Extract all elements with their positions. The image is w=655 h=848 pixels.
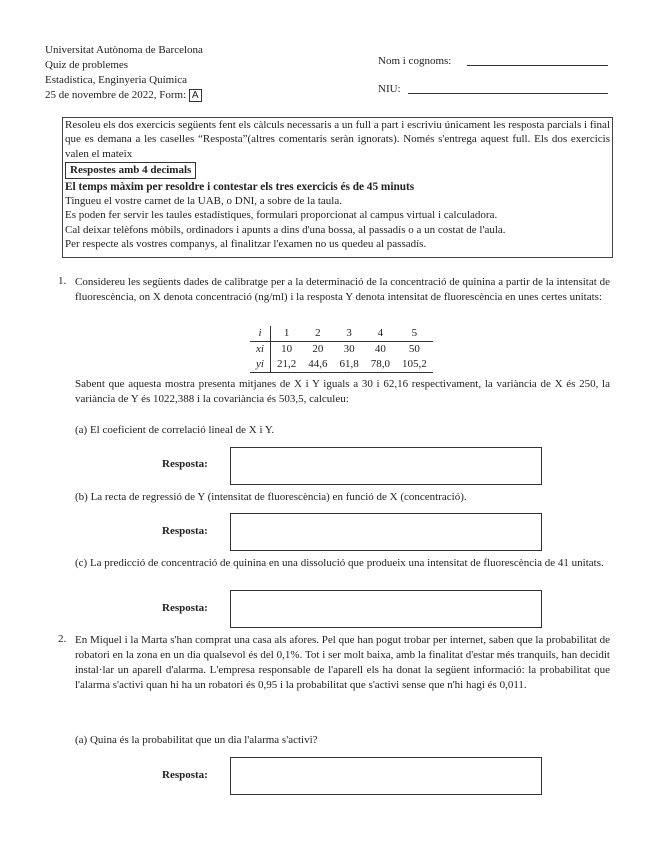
table-cell: i: [250, 326, 270, 342]
table-cell: 44,6: [308, 358, 328, 370]
table-cell: 5: [396, 326, 433, 342]
date: 25 de novembre de 2022, Form:: [45, 89, 187, 101]
niu-field[interactable]: [408, 93, 608, 94]
answer-box-1b[interactable]: [230, 513, 542, 551]
rule-4: Per respecte als vostres companys, al finalitzar l'examen no us quedeu al passadís.: [65, 238, 427, 251]
answer-label: Resposta:: [162, 602, 208, 614]
table-cell: 20: [312, 343, 324, 355]
table-cell: 50: [408, 343, 420, 355]
instructions-box: [62, 117, 613, 258]
q2a-text: (a) Quina és la probabilitat que un dia l'alarma s'activi?: [75, 734, 318, 746]
table-cell: 105,2: [401, 358, 427, 370]
q1-number: 1.: [58, 275, 67, 287]
table-cell: 4: [365, 326, 396, 342]
quiz-title: Quiz de problemes: [45, 59, 129, 71]
answer-box-1a[interactable]: [230, 447, 542, 485]
instructions-text: Resoleu els dos exercicis següents fent els càlculs necessaris a un full a part i escriviu únicament les resposta parcials i final que es demana a les caselles “Resposta”(altres comentaris seràn ignorats). Només s'entrega aquest full. Els dos exercicis valen el mateix: [65, 119, 610, 160]
table-cell: 2: [302, 326, 333, 342]
q1-intro: Considereu les següents dades de calibratge per a la determinació de la concentració de quinina a partir de la intensitat de fluorescència, on X denota concentració (ng/ml) i la resposta Y denota intensitat de fluorescència en unes certes unitats:: [75, 276, 610, 303]
table-cell: yi: [250, 357, 270, 373]
q1c-text: (c) La predicció de concentració de quinina en una dissolució que produeix una intensitat de fluorescència de 41 unitats.: [75, 557, 604, 569]
rule-1: Tingueu el vostre carnet de la UAB, o DNI, a sobre de la taula.: [65, 195, 342, 208]
name-label: Nom i cognoms:: [378, 55, 452, 67]
table-cell: 21,2: [276, 358, 297, 370]
q1-given: Sabent que aquesta mostra presenta mitjanes de X i Y iguals a 30 i 62,16 respectivament, la variància de X és 250, la variància de Y és 1022,388 i la covariància és 503,5, calculeu:: [75, 378, 610, 405]
table-cell: xi: [250, 342, 270, 358]
name-field[interactable]: [467, 65, 608, 66]
answer-label: Resposta:: [162, 458, 208, 470]
data-table: [250, 326, 433, 373]
table-cell: 61,8: [339, 358, 359, 370]
table-cell: 78,0: [370, 358, 390, 370]
date-form: [45, 89, 202, 101]
q2-intro: En Miquel i la Marta s'han comprat una casa als afores. Pel que han pogut trobar per internet, saben que la probabilitat de robatori en la zona en un dia qualsevol és del 0,1%. Tot i ser molt baixa, amb la finalitat d'estar més tranquils, han decidit instal·lar un aparell d'alarma. L'empresa responsable de l'aparell els ha donat la següent informació: la probabilitat que l'alarma s'activi quan hi ha un robatori és 0,95 i la probabilitat que s'activi sense que n'hi hagi és 0,011.: [75, 634, 610, 691]
time-note: El temps màxim per resoldre i contestar els tres exercicis és de 45 minuts: [65, 180, 415, 193]
table-cell: 10: [281, 343, 293, 355]
course: Estadística, Enginyeria Química: [45, 74, 188, 86]
rule-3: Cal deixar telèfons mòbils, ordinadors i apunts a dins d'una bossa, al passadís o a un costat de l'aula.: [65, 223, 506, 236]
q2-number: 2.: [58, 633, 67, 645]
table-cell: 3: [333, 326, 364, 342]
q1b-text: (b) La recta de regressió de Y (intensitat de fluorescència) en funció de X (concentració).: [75, 491, 467, 503]
answer-label: Resposta:: [162, 769, 208, 781]
niu-label: NIU:: [378, 83, 401, 95]
q1a-text: (a) El coeficient de correlació lineal de X i Y.: [75, 424, 275, 436]
answer-label: Resposta:: [162, 525, 208, 537]
rule-2: Es poden fer servir les taules estadístiques, formulari proporcionat al campus virtual i calculadora.: [65, 209, 498, 222]
form-letter: A: [189, 89, 202, 102]
decimals-note: Respostes amb 4 decimals: [65, 162, 196, 178]
table-cell: 40: [374, 343, 386, 355]
table-cell: 30: [343, 343, 355, 355]
answer-box-2a[interactable]: [230, 757, 542, 795]
university: Universitat Autònoma de Barcelona: [45, 44, 203, 56]
table-cell: 1: [270, 326, 302, 342]
answer-box-1c[interactable]: [230, 590, 542, 628]
